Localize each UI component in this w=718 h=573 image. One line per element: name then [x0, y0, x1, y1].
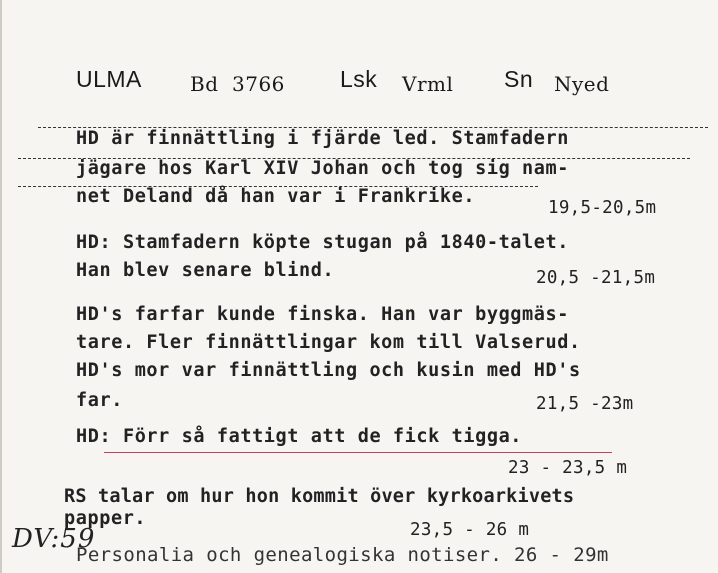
entry-2-range: 20,5 -21,5m: [536, 268, 656, 288]
footer-text: Personalia och genealogiska notiser. 26 - 29m: [76, 544, 609, 566]
entry-1-line-2: jägare hos Karl XIV Johan och tog sig nam-: [76, 158, 569, 179]
entry-3-range: 21,5 -23m: [536, 394, 634, 414]
bd-value: 3766: [232, 72, 285, 96]
entry-3-line-2: tare. Fler finnättlingar kom till Valserud.: [76, 332, 581, 353]
sn-label: Sn: [504, 66, 534, 92]
entry-5-line-1: RS talar om hur hon kommit över kyrkoarkivets: [64, 486, 575, 507]
entry-5-line-2: papper.: [64, 508, 147, 529]
entry-2-line-1: HD: Stamfadern köpte stugan på 1840-talet.: [76, 232, 569, 253]
entry-1-line-1: HD är finnättling i fjärde led. Stamfadern: [76, 128, 569, 149]
sn-value: Nyed: [554, 72, 610, 96]
entry-4-line-1: HD: Förr så fattigt att de fick tigga.: [76, 426, 523, 447]
entry-1-range: 19,5-20,5m: [548, 198, 657, 218]
red-underline: [104, 452, 612, 453]
entry-2-line-2: Han blev senare blind.: [76, 260, 335, 281]
entry-3-line-3: HD's mor var finnättling och kusin med HD's: [76, 360, 581, 381]
entry-3-line-4: far.: [76, 390, 123, 411]
lsk-value: Vrml: [402, 72, 454, 96]
header-word: ULMA: [76, 66, 142, 92]
lsk-label: Lsk: [340, 66, 378, 92]
dv-stamp: DV:59: [12, 524, 96, 554]
bd-label: Bd: [190, 72, 219, 96]
entry-5-range: 23,5 - 26 m: [410, 520, 530, 540]
entry-4-range: 23 - 23,5 m: [508, 458, 628, 478]
entry-1-line-3: net Deland då han var i Frankrike.: [76, 186, 476, 207]
entry-3-line-1: HD's farfar kunde finska. Han var byggmäs-: [76, 304, 569, 325]
